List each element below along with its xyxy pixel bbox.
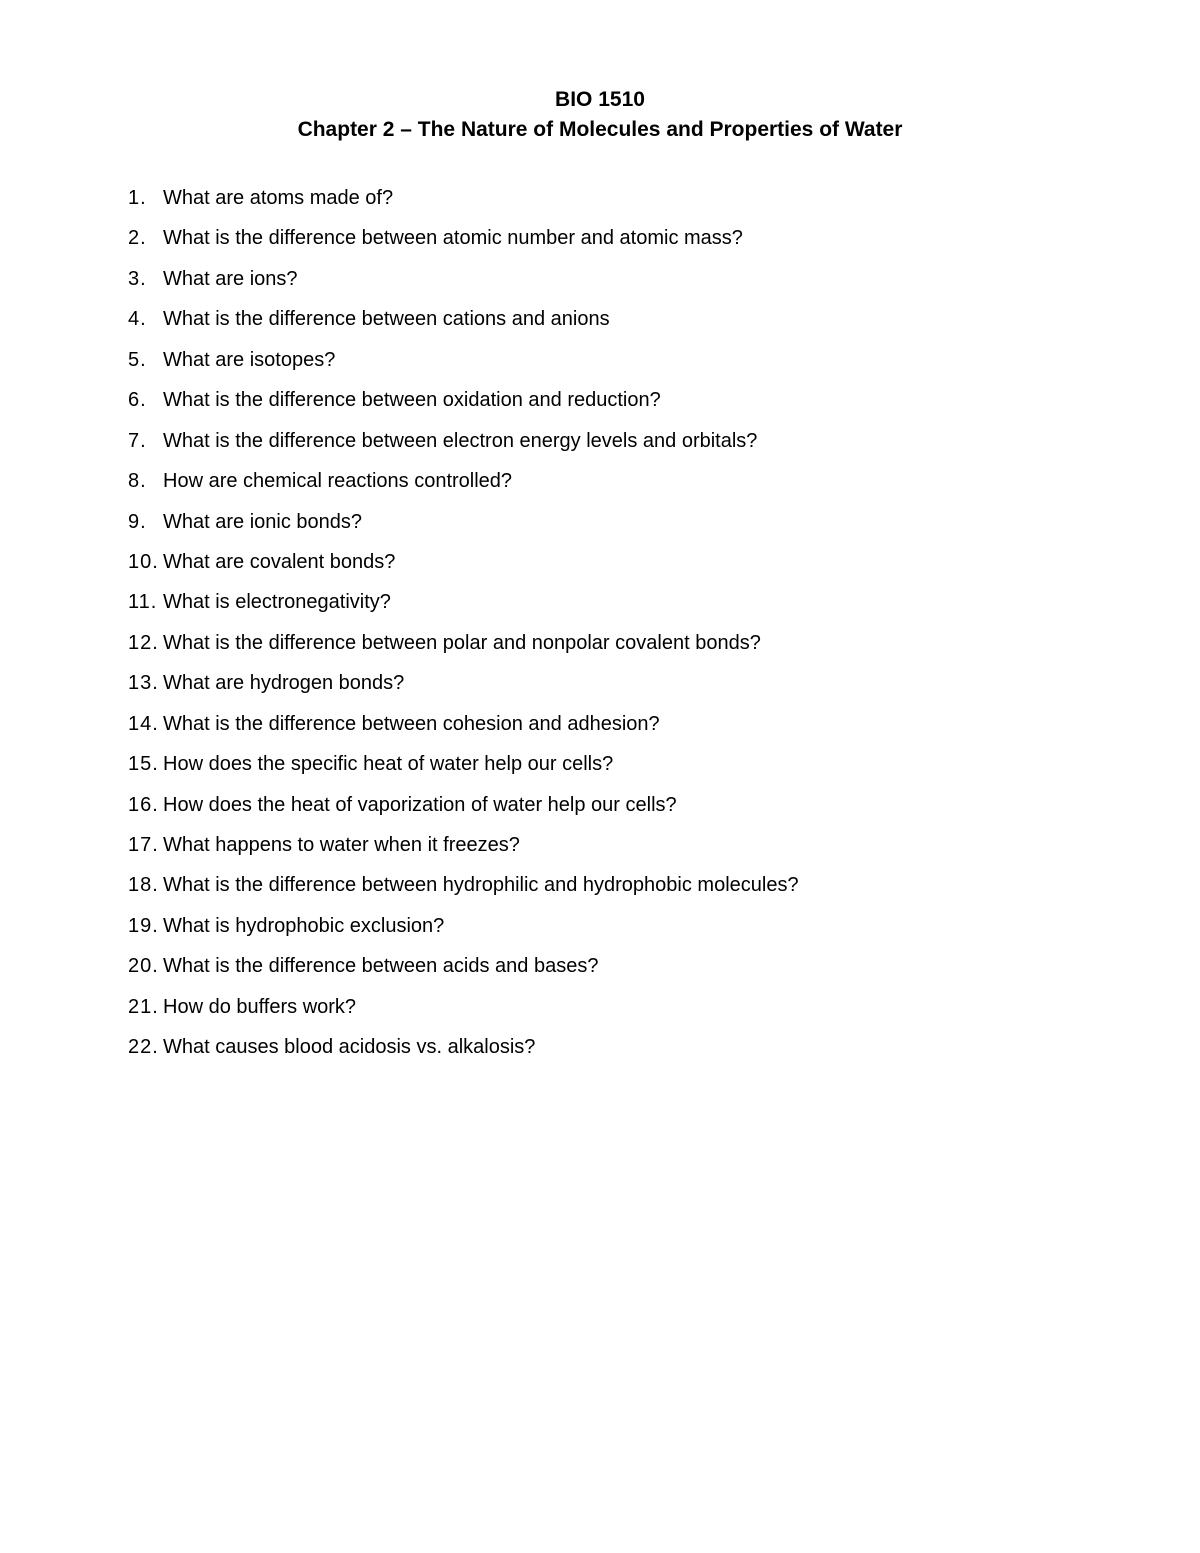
question-item (128, 548, 1088, 588)
question-text: What are ionic bonds? (163, 510, 363, 533)
question-number: 16. (128, 793, 159, 816)
question-text: What is electronegativity? (163, 591, 391, 614)
question-text: What is the difference between cohesion and adhesion? (163, 712, 660, 735)
question-text: What are atoms made of? (163, 187, 394, 209)
question-text: How are chemical reactions controlled? (163, 470, 513, 493)
question-item (128, 791, 1088, 831)
question-item (128, 346, 1088, 386)
question-item (128, 912, 1088, 952)
question-item (128, 1033, 1088, 1073)
question-number: 9. (128, 510, 147, 533)
question-item (128, 750, 1088, 790)
question-number: 22. (128, 1036, 159, 1059)
question-number: 10. (128, 550, 159, 573)
question-item (128, 265, 1088, 305)
question-number: 12. (128, 631, 159, 654)
question-item (128, 305, 1088, 345)
question-item (128, 993, 1088, 1033)
question-item (128, 467, 1088, 507)
question-number: 17. (128, 834, 159, 856)
question-item (128, 629, 1088, 669)
question-number: 3. (128, 267, 147, 290)
question-text: What are isotopes? (163, 348, 336, 371)
question-item (128, 588, 1088, 628)
question-text: What are covalent bonds? (163, 550, 396, 573)
question-text: How does the specific heat of water help our cells? (163, 753, 614, 776)
course-code: BIO 1510 (555, 88, 645, 111)
chapter-title: Chapter 2 – The Nature of Molecules and Properties of Water (297, 118, 903, 141)
question-number: 14. (128, 712, 159, 735)
question-list (128, 184, 1088, 1074)
question-item (128, 871, 1088, 911)
question-number: 5. (128, 348, 147, 371)
question-number: 18. (128, 874, 159, 897)
question-text: What are hydrogen bonds? (163, 672, 405, 695)
question-text: What is the difference between hydrophilic and hydrophobic molecules? (163, 874, 799, 897)
question-text: What causes blood acidosis vs. alkalosis? (163, 1036, 536, 1059)
question-number: 20. (128, 955, 159, 978)
question-number: 11. (128, 591, 158, 614)
question-item (128, 508, 1088, 548)
question-text: What is the difference between acids and bases? (163, 955, 599, 978)
question-number: 19. (128, 914, 159, 937)
question-text: How do buffers work? (163, 995, 357, 1018)
question-number: 13. (128, 672, 159, 695)
question-text: What is the difference between polar and nonpolar covalent bonds? (163, 631, 761, 654)
question-number: 1. (128, 187, 147, 209)
question-number: 21. (128, 995, 159, 1018)
question-number: 4. (128, 308, 147, 331)
question-number: 15. (128, 753, 159, 776)
question-item (128, 224, 1088, 264)
question-text: What is hydrophobic exclusion? (163, 914, 445, 937)
question-item (128, 952, 1088, 992)
question-item (128, 831, 1088, 871)
question-text: What happens to water when it freezes? (163, 834, 520, 856)
question-text: What is the difference between cations and anions (163, 308, 610, 331)
question-text: How does the heat of vaporization of water help our cells? (163, 793, 677, 816)
question-item (128, 184, 1088, 224)
question-text: What is the difference between electron energy levels and orbitals? (163, 429, 758, 452)
question-item (128, 427, 1088, 467)
question-item (128, 710, 1088, 750)
question-number: 2. (128, 227, 147, 250)
question-item (128, 669, 1088, 709)
question-item (128, 386, 1088, 426)
question-text: What is the difference between atomic number and atomic mass? (163, 227, 743, 250)
question-number: 6. (128, 389, 147, 412)
question-text: What are ions? (163, 267, 298, 290)
question-text: What is the difference between oxidation and reduction? (163, 389, 661, 412)
question-number: 8. (128, 470, 147, 493)
question-number: 7. (128, 429, 147, 452)
